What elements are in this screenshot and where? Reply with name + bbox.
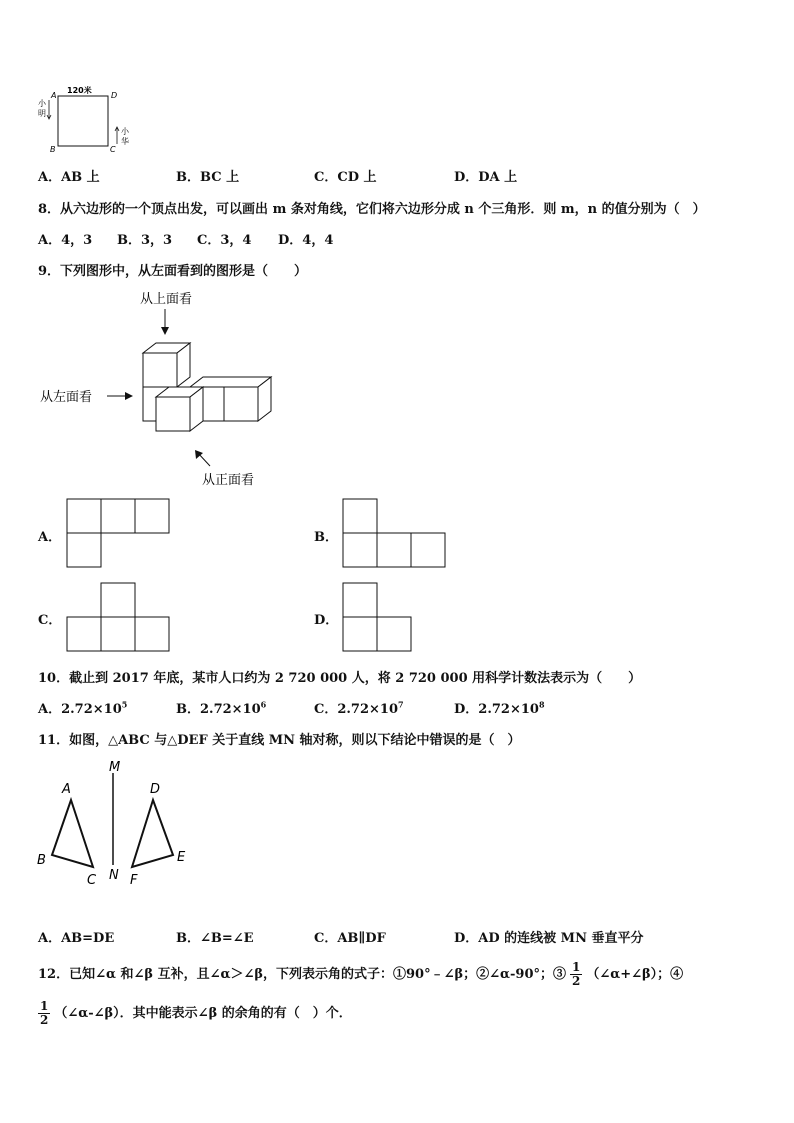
q9-option-b-figure[interactable]: [342, 498, 446, 568]
q8-option-c[interactable]: C．3，4: [197, 233, 252, 248]
q7-figure: [30, 82, 140, 154]
q7-top-label: 120米: [67, 86, 92, 95]
q11-point-N: N: [109, 868, 119, 883]
q9-option-d-figure[interactable]: [342, 582, 414, 652]
q9-cube-figure: [30, 285, 280, 495]
q12-fraction-1: $\frac{1}{2}$: [572, 960, 581, 988]
q9-text: 9．下列图形中，从左面看到的图形是（ ）: [38, 264, 308, 279]
q10-option-b[interactable]: B．$2.72\times 10^6$: [176, 699, 267, 717]
q7-side-label-1: 小: [38, 99, 46, 108]
q8-text: 8．从六边形的一个顶点出发，可以画出 m 条对角线，它们将六边形分成 n 个三角形．则 m，n 的值分别为（ ）: [38, 202, 706, 217]
q9-option-d-label[interactable]: D．: [314, 613, 339, 628]
q10-option-d[interactable]: D．$2.72\times 10^8$: [454, 699, 545, 717]
q11-option-d[interactable]: D．AD 的连线被 MN 垂直平分: [454, 931, 644, 946]
q7-side-label-2: 明: [38, 109, 46, 118]
q10-option-a[interactable]: A．$2.72\times 10^5$: [38, 699, 128, 717]
q11-symmetry-figure: [30, 755, 200, 885]
q8-option-b[interactable]: B．3，3: [117, 233, 173, 248]
q11-option-b[interactable]: B．∠B=∠E: [176, 931, 254, 946]
q11-option-c[interactable]: C．AB∥DF: [314, 931, 386, 946]
q11-point-C: C: [87, 873, 97, 885]
q7-side-label-3: 小: [121, 127, 129, 136]
q11-point-A: A: [62, 782, 71, 797]
q7-option-c[interactable]: C．CD 上: [314, 170, 377, 185]
q12-line2: $\frac{1}{2}$ （∠α-∠β）．其中能表示∠β 的余角的有（ ）个．: [40, 999, 352, 1027]
q9-option-a-figure[interactable]: [66, 498, 170, 568]
q9-label-front: 从正面看: [202, 473, 255, 488]
q7-point-C: C: [110, 145, 116, 154]
q12-fraction-2: $\frac{1}{2}$: [40, 999, 49, 1027]
q9-option-c-label[interactable]: C．: [38, 613, 62, 628]
q9-label-top: 从上面看: [140, 292, 193, 307]
q12-line1: 12．已知∠α 和∠β 互补，且∠α＞∠β，下列表示角的式子：①90°﹣∠β；②∠α-90°；③ $\frac{1}{2}$ （∠α+∠β）；④: [38, 960, 684, 988]
q8-option-d[interactable]: D．4，4: [278, 233, 334, 248]
q7-side-label-4: 华: [121, 137, 129, 146]
q11-text: 11．如图，△ABC 与△DEF 关于直线 MN 轴对称，则以下结论中错误的是（ ）: [38, 733, 521, 748]
q11-point-E: E: [177, 850, 186, 865]
q11-option-a[interactable]: A．AB=DE: [38, 931, 115, 946]
q9-option-c-figure[interactable]: [66, 582, 170, 652]
q11-point-D: D: [150, 782, 161, 797]
q7-point-A: A: [51, 91, 57, 100]
q7-option-d[interactable]: D．DA 上: [454, 170, 518, 185]
q7-point-B: B: [50, 145, 56, 154]
q9-label-left: 从左面看: [40, 390, 93, 405]
q7-option-a[interactable]: A．AB 上: [38, 170, 100, 185]
q10-text: 10．截止到 2017 年底，某市人口约为 2 720 000 人，将 2 720 000 用科学计数法表示为（ ）: [38, 671, 642, 686]
q9-option-a-label[interactable]: A．: [38, 530, 62, 545]
q11-point-F: F: [130, 873, 138, 885]
q7-option-b[interactable]: B．BC 上: [176, 170, 240, 185]
q8-option-a[interactable]: A．4，3: [38, 233, 93, 248]
q10-option-c[interactable]: C．$2.72\times 10^7$: [314, 699, 404, 717]
q11-point-B: B: [37, 853, 46, 868]
q11-point-M: M: [109, 760, 121, 775]
q7-point-D: D: [111, 91, 118, 100]
q9-option-b-label[interactable]: B．: [314, 530, 338, 545]
